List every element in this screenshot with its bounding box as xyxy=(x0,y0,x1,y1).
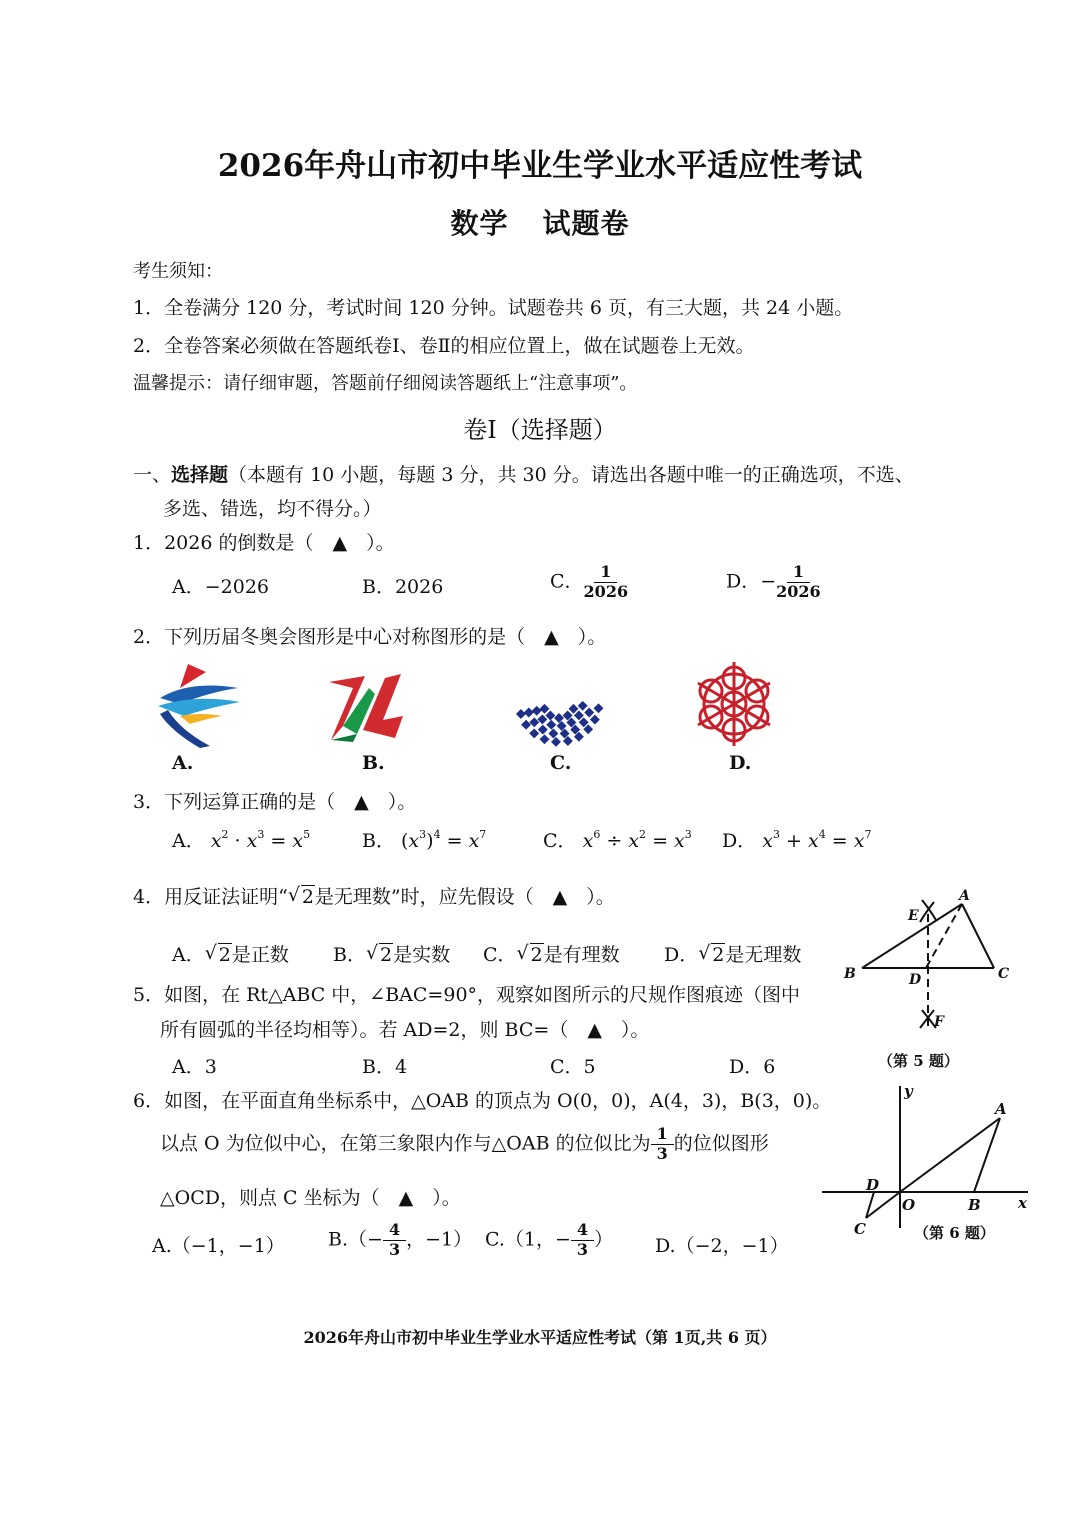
section-header-line-2: 多选、错选，均不得分。） xyxy=(163,498,382,520)
beijing-2022-emblem-image xyxy=(150,658,250,752)
q4-sqrt: √ 2 xyxy=(287,884,314,908)
checker-square xyxy=(532,706,542,716)
q6-label-o: O xyxy=(902,1196,916,1214)
checker-square xyxy=(516,709,526,719)
q6-label-b: B xyxy=(968,1196,981,1214)
q5-label-a: A xyxy=(959,888,970,904)
q5-figure xyxy=(838,886,1018,1036)
sochi-snowflake-emblem-image xyxy=(688,658,780,750)
q6-label-a: A xyxy=(995,1100,1007,1118)
checker-square xyxy=(594,703,604,713)
q4-option-a: A． √ 2是正数 xyxy=(172,942,289,966)
q5-line-2: 所有圆弧的半径均相等）。若 AD=2，则 BC=（ ▲ ）。 xyxy=(160,1019,650,1041)
q5-option-b: B．4 xyxy=(362,1056,408,1078)
q6-ratio-fraction: $\frac{1}{3}$ xyxy=(651,1126,674,1163)
q6-line-2: 以点 O 为位似中心，在第三象限内作与△OAB 的位似比为 $\frac{1}{3}$ 的位似图形 xyxy=(160,1124,769,1163)
q5-option-a: A．3 xyxy=(172,1056,217,1078)
q3-option-c: C． $x^6 \div x^2 = x^3$ xyxy=(543,828,692,852)
checker-square xyxy=(569,704,579,714)
q2-stem: 2．下列历届冬奥会图形是中心对称图形的是（ ▲ ）。 xyxy=(133,626,607,648)
paper-label: 试题卷 xyxy=(542,207,630,240)
notice-item-2: 2．全卷答案必须做在答题纸卷Ⅰ、卷Ⅱ的相应位置上，做在试题卷上无效。 xyxy=(133,335,755,357)
checker-square xyxy=(540,734,550,744)
q3-option-b: B． $(x^3)^4 = x^7$ xyxy=(362,828,487,852)
q6-option-d: D.（−2，−1） xyxy=(655,1235,789,1257)
q6-option-a: A.（−1，−1） xyxy=(152,1235,285,1257)
q1-option-d: D．− $\frac{1}{2026}$ xyxy=(726,562,821,601)
section-header-bold: 选择题 xyxy=(171,464,229,486)
checker-square xyxy=(521,720,531,730)
q1-option-a: A．−2026 xyxy=(172,576,269,598)
q6-label-y: y xyxy=(904,1082,913,1100)
q3-stem: 3．下列运算正确的是（ ▲ ）。 xyxy=(133,791,417,813)
checker-square xyxy=(590,715,600,725)
checker-square xyxy=(551,737,561,747)
q5-label-b: B xyxy=(844,966,856,982)
checker-square xyxy=(545,711,555,721)
q1-stem: 1．2026 的倒数是（ ▲ ）。 xyxy=(133,532,395,554)
q5-line-1: 5．如图，在 Rt△ABC 中，∠BAC=90°，观察如图所示的尺规作图痕迹（图中 xyxy=(133,984,801,1006)
q5-label-e: E xyxy=(908,908,919,924)
notice-tip: 温馨提示：请仔细审题，答题前仔细阅读答题纸上“注意事项”。 xyxy=(133,373,638,394)
q6-label-x: x xyxy=(1018,1194,1027,1212)
q5-label-c: C xyxy=(998,966,1010,982)
exam-title: 2026年舟山市初中毕业生学业水平适应性考试 xyxy=(217,148,863,184)
q2-option-b: B. xyxy=(362,752,385,774)
q5-caption: （第 5 题） xyxy=(878,1052,959,1070)
exam-subtitle xyxy=(0,202,1080,242)
checker-square xyxy=(584,708,594,718)
q6-line-3: △OCD，则点 C 坐标为（ ▲ ）。 xyxy=(160,1187,461,1209)
q3-option-a: A． $x^2 \cdot x^3 = x^5$ xyxy=(172,828,311,852)
q6-label-c: C xyxy=(854,1220,866,1238)
q6-label-d: D xyxy=(866,1176,880,1194)
checker-square xyxy=(524,708,534,718)
page-footer: 2026年舟山市初中毕业生学业水平适应性考试（第 1页,共 6 页） xyxy=(303,1328,777,1347)
section-header-line-1: 一、选择题（本题有 10 小题，每题 3 分，共 30 分。请选出各题中唯一的正确选项，不选、 xyxy=(133,464,914,486)
q6-line-1: 6．如图，在平面直角坐标系中，△OAB 的顶点为 O(0，0)，A(4，3)，B(3，0)。 xyxy=(133,1090,832,1112)
subject-label: 数学 xyxy=(450,207,509,240)
q2-option-a: A. xyxy=(172,752,194,774)
notice-heading: 考生须知： xyxy=(133,261,223,282)
q1-d-fraction: $\frac{1}{2026}$ xyxy=(776,562,821,601)
pyeongchang-emblem-image xyxy=(323,668,409,746)
q4-option-b: B． √ 2是实数 xyxy=(333,942,451,966)
checker-square xyxy=(540,704,550,714)
checker-square xyxy=(529,717,539,727)
q6-figure xyxy=(818,1078,1038,1248)
q1-c-fraction: $\frac{1}{2026}$ xyxy=(583,562,629,601)
q1-option-b: B．2026 xyxy=(362,576,444,598)
q6-caption: （第 6 题） xyxy=(914,1224,995,1242)
checker-square xyxy=(538,725,548,735)
q1-option-c: C． $\frac{1}{2026}$ xyxy=(550,562,629,601)
q5-label-d: D xyxy=(909,972,922,988)
q4-stem: 4．用反证法证明“ √ 2是无理数”时，应先假设（ ▲ ）。 xyxy=(133,884,615,908)
checker-square xyxy=(554,713,564,723)
notice-item-1: 1．全卷满分 120 分，考试时间 120 分钟。试题卷共 6 页，有三大题，共 24 小题。 xyxy=(133,297,854,319)
q3-option-d: D． $x^3 + x^4 = x^7$ xyxy=(722,828,872,852)
q5-label-f: F xyxy=(934,1014,944,1030)
checker-square xyxy=(529,728,539,738)
checker-square xyxy=(546,720,556,730)
q6-option-b: B.（− $\frac{4}{3}$ ，−1） xyxy=(328,1220,473,1259)
q2-option-c: C. xyxy=(550,752,572,774)
checker-square xyxy=(578,701,588,711)
tokyo-checker-emblem-image xyxy=(513,662,605,752)
section-title: 卷Ⅰ（选择题） xyxy=(463,416,617,444)
q4-option-d: D． √ 2是无理数 xyxy=(664,942,802,966)
q5-option-d: D．6 xyxy=(729,1056,776,1078)
checker-square xyxy=(537,714,547,724)
q5-option-c: C．5 xyxy=(550,1056,596,1078)
q4-option-c: C． √ 2是有理数 xyxy=(483,942,620,966)
checker-square xyxy=(548,729,558,739)
q6-option-c: C.（1，− $\frac{4}{3}$ ） xyxy=(485,1220,614,1259)
q2-option-d: D. xyxy=(729,752,752,774)
